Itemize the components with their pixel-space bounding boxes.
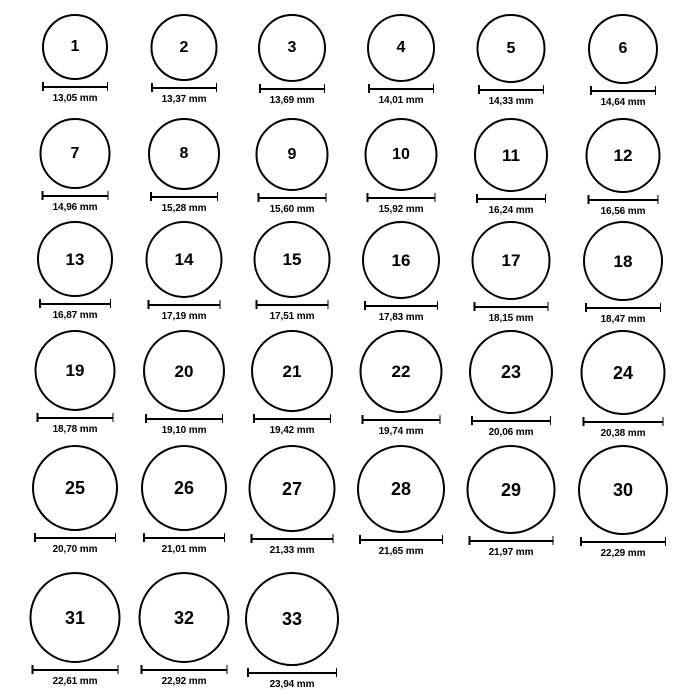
diameter-measure [364, 301, 438, 323]
ring-size-label: 3 [287, 39, 297, 56]
measure-bar [474, 302, 549, 311]
measure-tick-left [145, 414, 147, 423]
ring-size-label: 1 [70, 38, 80, 55]
ring-size-label: 12 [613, 146, 633, 165]
measure-line [474, 306, 549, 308]
measure-tick-right [222, 414, 224, 423]
diameter-text: 22,92 mm [161, 676, 207, 687]
ring-circle [42, 14, 108, 80]
measure-line [368, 88, 434, 90]
ring-circle [32, 445, 118, 531]
ring-size-cell [563, 221, 683, 331]
ring-size-label: 17 [501, 251, 521, 270]
diameter-text: 20,06 mm [488, 427, 534, 438]
measure-bar [259, 84, 325, 93]
measure-line [143, 537, 225, 539]
ring-size-cell [124, 118, 244, 228]
measure-tick-right [442, 535, 444, 544]
measure-line [145, 418, 223, 420]
ring-size-label: 9 [287, 145, 297, 163]
ring-circle [141, 445, 227, 531]
ring-size-label: 21 [282, 361, 302, 381]
measure-tick-left [367, 193, 369, 202]
measure-tick-right [547, 302, 549, 311]
measure-tick-right [543, 85, 545, 94]
ring-circle [143, 330, 225, 412]
measure-tick-right [332, 534, 334, 543]
measure-bar [256, 300, 329, 309]
measure-tick-right [434, 193, 436, 202]
ring-size-cell [15, 572, 135, 687]
ring-size-label: 27 [281, 478, 303, 499]
diameter-measure [474, 302, 549, 324]
measure-line [585, 307, 661, 309]
ring-size-label: 5 [506, 39, 516, 57]
measure-line [367, 197, 436, 199]
ring-size-label: 16 [391, 250, 411, 270]
measure-tick-right [665, 537, 667, 546]
diameter-text: 14,01 mm [378, 95, 424, 106]
measure-tick-right [655, 86, 657, 95]
ring-circle [469, 330, 553, 414]
measure-line [256, 304, 329, 306]
measure-tick-right [437, 301, 439, 310]
diameter-text: 20,38 mm [600, 428, 646, 439]
measure-line [588, 199, 659, 201]
diameter-text: 17,19 mm [161, 311, 207, 322]
ring-circle [472, 221, 551, 300]
measure-tick-right [327, 300, 329, 309]
measure-tick-right [217, 192, 219, 201]
measure-bar [37, 413, 114, 422]
measure-tick-left [258, 193, 260, 202]
ring-circle [139, 572, 230, 663]
ring-circle [357, 445, 445, 533]
ring-size-cell [563, 445, 683, 559]
measure-tick-left [474, 302, 476, 311]
ring-size-cell [232, 445, 352, 555]
measure-tick-left [39, 299, 41, 308]
ring-size-cell [15, 14, 135, 124]
ring-size-label: 23 [500, 362, 522, 382]
diameter-measure [251, 534, 334, 556]
ring-size-label: 2 [179, 38, 189, 56]
ring-size-cell [451, 14, 571, 124]
measure-tick-right [110, 299, 112, 308]
ring-size-label: 26 [173, 478, 195, 498]
diameter-measure [37, 413, 114, 435]
measure-line [590, 90, 656, 92]
measure-tick-right [112, 413, 114, 422]
measure-line [478, 89, 544, 91]
measure-tick-left [359, 535, 361, 544]
diameter-text: 14,33 mm [488, 96, 534, 107]
measure-bar [478, 85, 544, 94]
ring-size-cell [232, 221, 352, 331]
measure-tick-right [224, 533, 226, 542]
diameter-text: 22,61 mm [52, 676, 98, 687]
ring-circle [151, 14, 218, 81]
diameter-text: 21,33 mm [269, 545, 315, 556]
measure-tick-right [107, 191, 109, 200]
measure-tick-right [433, 84, 435, 93]
measure-tick-right [216, 83, 218, 92]
ring-size-label: 7 [70, 144, 80, 162]
ring-size-label: 18 [613, 251, 633, 271]
measure-bar [251, 534, 334, 543]
diameter-measure [148, 300, 221, 322]
diameter-measure [145, 414, 223, 436]
ring-circle [474, 118, 548, 192]
ring-size-cell [232, 330, 352, 440]
diameter-measure [32, 665, 119, 687]
ring-circle [37, 221, 113, 297]
ring-circle [249, 445, 336, 532]
ring-size-label: 15 [282, 250, 302, 269]
measure-line [42, 195, 109, 197]
ring-circle [367, 14, 435, 82]
ring-size-label: 8 [179, 145, 189, 162]
diameter-text: 15,60 mm [269, 204, 315, 215]
ring-size-cell [451, 445, 571, 558]
diameter-measure [42, 191, 109, 213]
ring-size-label: 29 [500, 479, 522, 500]
measure-bar [247, 668, 337, 677]
ring-size-label: 20 [174, 361, 194, 381]
measure-bar [42, 82, 108, 91]
measure-bar [471, 416, 551, 425]
diameter-text: 17,83 mm [378, 312, 424, 323]
measure-bar [148, 300, 221, 309]
ring-size-cell [124, 572, 244, 687]
measure-bar [585, 303, 661, 312]
measure-tick-right [545, 194, 547, 203]
measure-bar [476, 194, 546, 203]
ring-circle [30, 572, 121, 663]
diameter-text: 14,64 mm [600, 97, 646, 108]
ring-size-cell [341, 445, 461, 555]
diameter-measure [590, 86, 656, 108]
diameter-measure [368, 84, 434, 106]
diameter-measure [471, 416, 551, 438]
diameter-text: 23,94 mm [269, 679, 315, 690]
measure-tick-right [552, 536, 554, 545]
ring-circle [362, 221, 440, 299]
diameter-measure [150, 192, 218, 214]
measure-line [34, 537, 116, 539]
diameter-text: 16,56 mm [600, 206, 646, 217]
ring-size-cell [341, 330, 461, 440]
measure-line [469, 540, 554, 542]
measure-line [37, 417, 114, 419]
measure-bar [42, 191, 109, 200]
ring-size-cell [124, 14, 244, 124]
ring-circle [588, 14, 658, 84]
measure-tick-left [368, 84, 370, 93]
measure-tick-right [330, 414, 332, 423]
measure-tick-right [324, 84, 326, 93]
measure-tick-left [580, 537, 582, 546]
ring-size-cell [124, 330, 244, 440]
measure-tick-right [117, 665, 119, 674]
measure-line [253, 418, 331, 420]
ring-size-cell [563, 330, 683, 440]
measure-bar [253, 414, 331, 423]
ring-circle [360, 330, 443, 413]
ring-size-cell [563, 14, 683, 124]
ring-circle [251, 330, 333, 412]
ring-size-cell [341, 118, 461, 228]
diameter-measure [476, 194, 546, 216]
ring-size-label: 14 [174, 250, 194, 269]
diameter-text: 19,42 mm [269, 425, 315, 436]
diameter-measure [259, 84, 325, 106]
measure-tick-left [588, 195, 590, 204]
ring-size-label: 6 [618, 40, 628, 57]
diameter-text: 19,10 mm [161, 425, 207, 436]
measure-tick-left [42, 191, 44, 200]
ring-size-cell [15, 221, 135, 331]
ring-size-cell [15, 118, 135, 228]
measure-bar [359, 535, 443, 544]
measure-bar [364, 301, 438, 310]
measure-tick-left [583, 417, 585, 426]
measure-tick-right [550, 416, 552, 425]
diameter-measure [258, 193, 327, 215]
diameter-measure [143, 533, 225, 555]
measure-line [259, 88, 325, 90]
measure-line [476, 198, 546, 200]
diameter-text: 18,47 mm [600, 314, 646, 325]
diameter-text: 14,96 mm [52, 202, 98, 213]
ring-circle [581, 330, 666, 415]
ring-circle [365, 118, 438, 191]
ring-size-label: 28 [390, 479, 412, 499]
measure-bar [34, 533, 116, 542]
ring-size-cell [563, 118, 683, 228]
ring-size-label: 19 [65, 361, 85, 380]
ring-size-label: 25 [64, 478, 86, 498]
measure-line [247, 672, 337, 674]
ring-size-label: 24 [612, 362, 634, 383]
measure-line [583, 421, 664, 423]
measure-tick-left [585, 303, 587, 312]
ring-size-label: 4 [396, 39, 406, 56]
measure-line [141, 669, 228, 671]
measure-bar [141, 665, 228, 674]
measure-tick-left [151, 83, 153, 92]
diameter-text: 16,24 mm [488, 205, 534, 216]
diameter-measure [585, 303, 661, 325]
measure-tick-left [251, 534, 253, 543]
diameter-measure [42, 82, 108, 104]
measure-tick-left [150, 192, 152, 201]
ring-size-label: 11 [502, 145, 520, 165]
measure-bar [32, 665, 119, 674]
ring-size-cell [15, 445, 135, 555]
ring-size-label: 30 [612, 480, 634, 500]
measure-tick-right [657, 195, 659, 204]
measure-tick-left [256, 300, 258, 309]
measure-bar [367, 193, 436, 202]
measure-tick-left [478, 85, 480, 94]
ring-circle [256, 118, 329, 191]
diameter-text: 15,28 mm [161, 203, 207, 214]
ring-size-cell [232, 14, 352, 124]
measure-tick-left [469, 536, 471, 545]
ring-circle [146, 221, 223, 298]
diameter-measure [151, 83, 217, 105]
measure-line [151, 87, 217, 89]
measure-tick-left [259, 84, 261, 93]
ring-size-label: 31 [64, 607, 86, 628]
measure-bar [145, 414, 223, 423]
ring-circle [467, 445, 556, 534]
measure-tick-right [226, 665, 228, 674]
ring-size-cell [451, 330, 571, 440]
measure-bar [590, 86, 656, 95]
diameter-measure [367, 193, 436, 215]
diameter-text: 18,15 mm [488, 313, 534, 324]
measure-tick-right [439, 415, 441, 424]
ring-size-label: 33 [281, 609, 303, 629]
measure-line [42, 86, 108, 88]
measure-bar [588, 195, 659, 204]
measure-bar [150, 192, 218, 201]
diameter-text: 19,74 mm [378, 426, 424, 437]
diameter-measure [478, 85, 544, 107]
diameter-text: 18,78 mm [52, 424, 98, 435]
ring-size-cell [232, 572, 352, 690]
measure-tick-left [362, 415, 364, 424]
measure-tick-right [115, 533, 117, 542]
measure-bar [39, 299, 111, 308]
ring-size-cell [451, 118, 571, 228]
measure-tick-left [471, 416, 473, 425]
diameter-measure [141, 665, 228, 687]
ring-circle [578, 445, 668, 535]
diameter-measure [253, 414, 331, 436]
measure-tick-left [143, 533, 145, 542]
diameter-measure [247, 668, 337, 690]
diameter-text: 13,37 mm [161, 94, 207, 105]
measure-tick-left [42, 82, 44, 91]
measure-tick-left [253, 414, 255, 423]
measure-tick-left [37, 413, 39, 422]
ring-circle [477, 14, 546, 83]
measure-tick-right [660, 303, 662, 312]
ring-circle [148, 118, 220, 190]
measure-tick-right [219, 300, 221, 309]
measure-tick-left [32, 665, 34, 674]
measure-line [359, 539, 443, 541]
diameter-text: 16,87 mm [52, 310, 98, 321]
ring-circle [40, 118, 111, 189]
measure-bar [368, 84, 434, 93]
measure-bar [583, 417, 664, 426]
measure-line [39, 303, 111, 305]
ring-size-cell [124, 445, 244, 555]
diameter-measure [469, 536, 554, 558]
ring-circle [245, 572, 339, 666]
diameter-text: 15,92 mm [378, 204, 424, 215]
measure-bar [258, 193, 327, 202]
measure-line [362, 419, 441, 421]
ring-size-cell [341, 14, 461, 124]
measure-bar [143, 533, 225, 542]
measure-line [32, 669, 119, 671]
measure-tick-left [148, 300, 150, 309]
ring-size-cell [15, 330, 135, 440]
measure-tick-left [476, 194, 478, 203]
ring-size-cell [451, 221, 571, 331]
measure-tick-right [325, 193, 327, 202]
ring-circle [254, 221, 331, 298]
diameter-text: 21,65 mm [378, 546, 424, 557]
measure-line [471, 420, 551, 422]
ring-circle [35, 330, 116, 411]
diameter-measure [580, 537, 666, 559]
measure-line [148, 304, 221, 306]
measure-tick-left [247, 668, 249, 677]
ring-size-cell [124, 221, 244, 331]
measure-line [580, 541, 666, 543]
ring-size-label: 22 [391, 362, 411, 381]
measure-line [251, 538, 334, 540]
ring-size-cell [232, 118, 352, 228]
ring-circle [258, 14, 326, 82]
measure-line [258, 197, 327, 199]
diameter-measure [256, 300, 329, 322]
ring-circle [586, 118, 661, 193]
diameter-text: 13,69 mm [269, 95, 315, 106]
diameter-text: 20,70 mm [52, 544, 98, 555]
measure-bar [362, 415, 441, 424]
diameter-text: 22,29 mm [600, 548, 646, 559]
measure-tick-left [34, 533, 36, 542]
diameter-text: 21,01 mm [161, 544, 207, 555]
measure-bar [151, 83, 217, 92]
diameter-measure [362, 415, 441, 437]
diameter-text: 21,97 mm [488, 547, 534, 558]
measure-bar [580, 537, 666, 546]
diameter-measure [583, 417, 664, 439]
measure-tick-right [662, 417, 664, 426]
ring-size-label: 10 [392, 145, 410, 163]
measure-tick-left [141, 665, 143, 674]
measure-tick-right [336, 668, 338, 677]
ring-size-label: 32 [173, 607, 195, 628]
diameter-measure [39, 299, 111, 321]
ring-circle [583, 221, 663, 301]
diameter-measure [588, 195, 659, 217]
measure-tick-left [364, 301, 366, 310]
ring-size-cell [341, 221, 461, 331]
diameter-text: 17,51 mm [269, 311, 315, 322]
measure-tick-right [107, 82, 109, 91]
diameter-text: 13,05 mm [52, 93, 98, 104]
ring-size-label: 13 [65, 249, 85, 269]
measure-line [364, 305, 438, 307]
diameter-measure [34, 533, 116, 555]
diameter-measure [359, 535, 443, 557]
measure-line [150, 196, 218, 198]
measure-tick-left [590, 86, 592, 95]
measure-bar [469, 536, 554, 545]
